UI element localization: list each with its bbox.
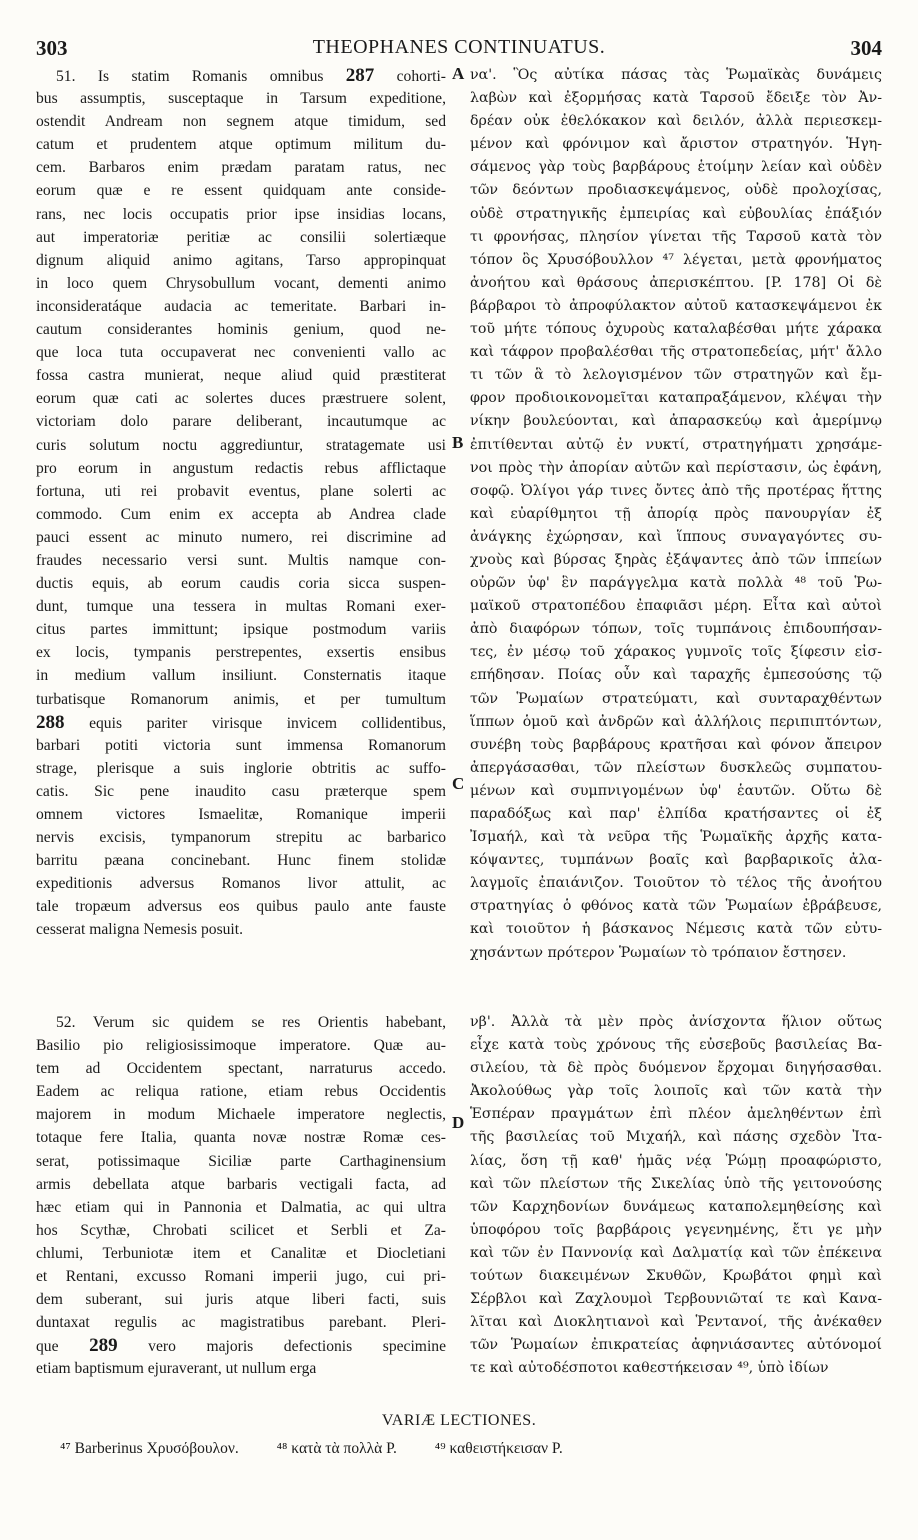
text-line: στρατηγίας ὁ φθόνος κατὰ τῶν Ῥωμαίων ἐβράβευσε, bbox=[470, 898, 882, 915]
text-line: σοφῷ. Ὀλίγοι γάρ τινες ὄντες ἀπὸ τῆς προτέρας ἥττης bbox=[470, 482, 882, 499]
text-line: cautum considerantes hominis genium, quod ne- bbox=[36, 321, 446, 339]
text-line: συνέβη τοὺς βαρβάρους κρατῆσαι καὶ φόνον ἄπειρον bbox=[470, 736, 882, 753]
text-line: τε καὶ αὐτοδέσποτοι καθεστήκεισαν ⁴⁹, ὑπὸ ἰδίων bbox=[470, 1360, 829, 1377]
text-line: κόψαντες, τυμπάνων βοαῖς καὶ βαρβαρικοῖς ἀλα- bbox=[470, 852, 882, 869]
text-line: ἀνοήτου καὶ θράσους ἀπερισκέπτου. [P. 178] Οἱ δὲ bbox=[470, 274, 882, 291]
text-line: fortuna, uti rei probavit eventus, plane solerti ac bbox=[36, 482, 446, 500]
text-line: βάρβαροι τὸ ἀπροφύλακτον αὐτοῦ κατασκεψάμενοι ἐκ bbox=[470, 297, 882, 314]
text-line: νβ'. Ἀλλὰ τὰ μὲν πρὸς ἀνίσχοντα ἥλιον οὕτως bbox=[470, 1014, 882, 1030]
text-line: σάμενος γὰρ τοὺς βαρβάρους ἑτοίμην λείαν καὶ οὐδὲν bbox=[470, 159, 882, 176]
text-line: eorum quæ cati ac solertes duces præstruere solent, bbox=[36, 390, 446, 408]
text-line: bus assumptis, susceptaque in Tarsum expeditione, bbox=[36, 90, 446, 108]
text-line: majorem in modum Michaele imperatore neglectis, bbox=[36, 1106, 446, 1124]
margin-letter-d: D bbox=[452, 1113, 465, 1132]
text-line: λαγμοῖς ἐπαιάνιζον. Τοιοῦτον τὸ τέλος τῆς ἀνοήτου bbox=[470, 875, 882, 892]
text-line: nervis excisis, tympanorum strepitu ac barbarico bbox=[36, 829, 446, 847]
text-line: νίκην βουλεύονται, καὶ ἀπαρασκεύῳ καὶ ἀμερίμνῳ bbox=[470, 413, 882, 430]
text-line: εἶχε κατὰ τοὺς χρόνους τῆς εὐσεβοῦς βασιλείας Βα- bbox=[470, 1037, 882, 1054]
text-line: serat, potissimaque Siciliæ parte Carthaginensium bbox=[36, 1152, 446, 1170]
text-line: in loco quem Chrysobullum vocant, dementi animo bbox=[36, 274, 446, 292]
text-line: επήδησαν. Ποίας οὖν καὶ ταραχῆς ἐμπεσούσης τῷ bbox=[470, 667, 882, 684]
inline-page-number: 289 bbox=[89, 1335, 118, 1357]
text-line: ostendit Andream non segnem atque timidum, sed bbox=[36, 113, 446, 131]
text-line: τόπον ὃς Χρυσόβουλλον ⁴⁷ λέγεται, μετὰ φρονήματος bbox=[470, 251, 882, 268]
text-line: ἀπὸ διαφόρων τόπων, τοῖς τυμπάνοις ἐπιδουπήσαν- bbox=[470, 621, 882, 638]
text-line: παραδόξως καὶ παρ' ἐλπίδα κρατήσαντες οἱ ἐξ bbox=[470, 806, 882, 822]
text-line: aut imperatoriæ peritiæ ac consilii solertiæque bbox=[36, 228, 446, 246]
text-line: να'. Ὃς αὐτίκα πάσας τὰς Ῥωμαϊκὰς δυνάμεις bbox=[470, 67, 882, 83]
text-line: dignum aliquid animo agitans, Tarso appropinquat bbox=[36, 251, 446, 269]
text-line: ἀπεργάσασθαι, τῶν πλείστων δυσκλεῶς συμπατου- bbox=[470, 759, 882, 776]
greek-column-section-52 bbox=[470, 1011, 882, 1381]
text-line: Basilio pio religiosissimoque imperatore. Quæ au- bbox=[36, 1037, 446, 1055]
text-line: eorum quæ e re essent quidquam ante conside- bbox=[36, 182, 446, 200]
text-line: μένον καὶ φρόνιμον καὶ ἄριστον στρατηγόν. Ἡγη- bbox=[470, 136, 882, 153]
latin-column-section-51 bbox=[36, 64, 446, 942]
text-line: λίας, ὅση τῇ καθ' ἡμᾶς νέᾳ Ῥώμῃ προαφώριστο, bbox=[470, 1152, 882, 1169]
text-line: τι φρονήσας, πλησίον γίνεται τῆς Ταρσοῦ κατὰ τὸν bbox=[470, 228, 882, 245]
margin-letter-c: C bbox=[452, 774, 465, 793]
text-line: τῶν δεόντων προδιασκεψάμενος, οὐδὲ προλοχίσας, bbox=[470, 182, 882, 199]
variae-lectiones-notes bbox=[60, 1440, 880, 1458]
margin-letter-a: A bbox=[452, 64, 465, 83]
text-line: καὶ εὐαρίθμητοι τῇ ἀπορίᾳ πρὸς πανουργίαν ἐξ bbox=[470, 505, 882, 522]
text-line: τῆς βασιλείας τοῦ Μιχαήλ, καὶ πάσης σχεδὸν Ἰτα- bbox=[470, 1129, 882, 1146]
greek-column-section-51 bbox=[470, 64, 882, 965]
latin-column-section-52 bbox=[36, 1011, 446, 1381]
text-line: οὐρῶν ὑφ' ἓν παράγγελμα κατὰ πολλὰ ⁴⁸ τοῦ Ῥω- bbox=[470, 575, 882, 592]
margin-letter-b: B bbox=[452, 433, 464, 452]
text-line: hæc etiam qui in Pannonia et Dalmatia, ac qui ultra bbox=[36, 1198, 446, 1216]
footnote-47: ⁴⁷ Barberinus Χρυσόβουλον. bbox=[60, 1440, 239, 1457]
page-number-right: 304 bbox=[850, 36, 882, 60]
text-line: et Rentani, excusso Romani imperii jugo, cui pri- bbox=[36, 1268, 446, 1286]
text-line: μένων καὶ συμπνιγομένων ὑφ' ἑαυτῶν. Οὕτω δὲ bbox=[470, 782, 882, 799]
text-line: ἀνάγκης ἐχώρησαν, καὶ ἵππους συναγαγόντες συ- bbox=[470, 528, 882, 545]
text-line: καὶ τοιοῦτον ἡ βάσκανος Νέμεσις κατὰ τῶν εὐτυ- bbox=[470, 921, 882, 938]
text-line: fossa castra munierat, neque aliud quid præstiterat bbox=[36, 367, 446, 385]
text-line: curis solutum noctu aggrediuntur, stratagemate usi bbox=[36, 436, 446, 454]
footnote-48: ⁴⁸ κατὰ τὰ πολλὰ P. bbox=[276, 1440, 397, 1457]
text-line: ductis equis, ab eorum caudis coria sicca suspen- bbox=[36, 575, 446, 593]
text-line: cem. Barbaros enim prædam paratam ratus, nec bbox=[36, 159, 446, 177]
text-line: ὑποφόρου τοῖς βαρβάροις γεγενημένης, ἔτι γε μὴν bbox=[470, 1221, 882, 1238]
text-line: Ἑσπέραν πραγμάτων ἐπὶ πλέον ἀμεληθέντων ἐπὶ bbox=[470, 1106, 882, 1123]
text-line: cesserat maligna Nemesis posuit. bbox=[36, 921, 243, 939]
text-line: que loca tuta occupaverat nec convenienti vallo ac bbox=[36, 344, 446, 362]
text-line: omnem victores Ismaelitæ, Romanique imperii bbox=[36, 806, 446, 823]
text-line: hos Scythæ, Chrobati scilicet et Serbli et Za- bbox=[36, 1221, 446, 1239]
text-line: ἵππων ὁμοῦ καὶ ἀνδρῶν καὶ ἀλλήλοις περιπιπτόντων, bbox=[470, 713, 882, 730]
text-line: in medium vallum insiliunt. Consternatis itaque bbox=[36, 667, 446, 685]
text-line: τῶν Ῥωμαίων στρατεύματι, καὶ συνταραχθέντων bbox=[470, 690, 882, 707]
running-header bbox=[36, 36, 882, 64]
text-line: ex locis, tympanis perstrepentes, exsertis ensibus bbox=[36, 644, 446, 662]
text-line: fraudes necessario versi sunt. Multis namque con- bbox=[36, 551, 446, 569]
text-line: armis debellata atque barbaris vectigali facta, ad bbox=[36, 1175, 446, 1193]
text-line: strage, plerisque a suis inglorie obtritis ac suffo- bbox=[36, 759, 446, 777]
text-line: 288 equis pariter virisque invicem collidentibus, bbox=[36, 711, 446, 733]
text-line: rans, nec locis occupatis prior ipse insidias locans, bbox=[36, 205, 446, 223]
text-line: tem ad Occidentem spectant, narraturus accedo. bbox=[36, 1060, 446, 1078]
text-line: que 289 vero majoris defectionis specimine bbox=[36, 1335, 446, 1357]
text-line: pauci essent ac minuto numero, rei discrimine ad bbox=[36, 528, 446, 546]
text-line: καὶ τῶν ἐν Παννονίᾳ καὶ Δαλματίᾳ καὶ τῶν ἐπέκεινα bbox=[470, 1244, 882, 1261]
text-line: commodo. Cum enim ex accepta ab Andrea clade bbox=[36, 505, 446, 523]
text-line: δρέαν οὐκ ἐθελόκακον καὶ δειλόν, ἀλλὰ περιεσκεμ- bbox=[470, 113, 882, 130]
text-line: τῶν Ῥωμαίων ἐπικρατείας ἀφηνιάσαντες αὐτόνομοί bbox=[470, 1337, 882, 1354]
text-line: Ἰσμαήλ, καὶ τὰ νεῦρα τῆς Ῥωμαϊκῆς ἀρχῆς κατα- bbox=[470, 829, 882, 846]
text-line: τοῦ μήτε τόπους ὀχυροὺς καταλαβέσθαι μήτε χάρακα bbox=[470, 321, 882, 338]
text-line: φρον προδιοικονομεῖται καταπραξάμενον, κλέψαι τὴν bbox=[470, 390, 882, 407]
text-line: barbari potiti victoria sunt immensa Romanorum bbox=[36, 736, 446, 754]
text-line: turbatisque Romanorum animis, et per tumultum bbox=[36, 690, 446, 708]
text-line: chlumi, Terbuniotæ item et Canalitæ et Diocletiani bbox=[36, 1244, 446, 1262]
text-line: expeditionis adversus Romanos livor attulit, ac bbox=[36, 875, 446, 893]
text-line: totaque fere Italia, quanta novæ nostræ Romæ ces- bbox=[36, 1129, 446, 1147]
text-line: catum et prudentem atque optimum militum du- bbox=[36, 136, 446, 154]
inline-page-number: 288 bbox=[36, 711, 65, 733]
text-line: barritu pæana concinebant. Hunc finem stolidæ bbox=[36, 852, 446, 870]
text-line: Ἀκολούθως γὰρ τοῖς λοιποῖς καὶ τῶν κατὰ τὴν bbox=[470, 1083, 882, 1100]
text-line: χνοὺς καὶ βύρσας ξηρὰς ἐξάψαντες ἀπὸ τῶν ἱππείων bbox=[470, 551, 882, 568]
text-line: νοι πρὸς τὴν ἀπορίαν αὐτῶν καὶ περίστασιν, ὡς ἐφάνη, bbox=[470, 459, 882, 476]
page-number-left: 303 bbox=[36, 36, 68, 60]
text-line: dunt, tumque una tessera in multas Romani exer- bbox=[36, 598, 446, 616]
text-line: pro eorum in angustum redactis rebus afflictaque bbox=[36, 459, 446, 477]
text-line: λῖται καὶ Διοκλητιανοὶ καὶ Ῥεντανοί, τῆς ἀνέκαθεν bbox=[470, 1314, 882, 1331]
text-line: λαβὼν καὶ ἐξορμήσας κατὰ Ταρσοῦ ἔδειξε τὸν Ἀν- bbox=[470, 90, 882, 107]
inline-page-number: 287 bbox=[345, 65, 375, 86]
text-line: dem suberant, sui juris atque liberi facti, suis bbox=[36, 1291, 446, 1309]
text-line: οὐδὲ στρατηγικῆς ἐμπειρίας καὶ εὐβουλίας ἐπάξιόν bbox=[470, 205, 882, 222]
text-line: catis. Sic pene inaudito casu præterque spem bbox=[36, 782, 446, 800]
text-line: etiam baptismum ejuraverant, ut nullum erga bbox=[36, 1360, 317, 1378]
text-line: μαϊκοῦ στρατοπέδου ἐπαφιᾶσι μέρη. Εἶτα καὶ αὐτοὶ bbox=[470, 598, 882, 615]
text-line: καὶ τάφρον προβαλέσθαι τῆς στρατοπεδείας, μήτ' ἄλλο bbox=[470, 344, 882, 361]
text-line: Eadem ac reliqua ratione, etiam rebus Occidentis bbox=[36, 1083, 446, 1101]
text-line: victoriam dolo parare deliberant, incautumque ac bbox=[36, 413, 446, 431]
text-line: τι τῶν ἃ τὸ λελογισμένον τῶν στρατηγῶν καὶ ἔμ- bbox=[470, 367, 882, 384]
text-line: καὶ τῶν πλείστων τῆς Σικελίας ὑπὸ τῆς γειτονούσης bbox=[470, 1175, 882, 1192]
text-line: σιλείου, τὰ δὲ πρὸς δυόμενον ἔρχομαι διηγήσασθαι. bbox=[470, 1060, 882, 1077]
footnote-49: ⁴⁹ καθειστήκεισαν P. bbox=[434, 1440, 563, 1457]
text-line: 52. Verum sic quidem se res Orientis habebant, bbox=[56, 1014, 446, 1031]
text-line: τῶν Καρχηδονίων δυνάμεως καταπολεμηθείσης καὶ bbox=[470, 1198, 882, 1215]
text-line: tale tropæum adversus eos quibus paulo ante fauste bbox=[36, 898, 446, 916]
text-line: duntaxat regulis ac magistratibus parebant. Pleri- bbox=[36, 1314, 446, 1332]
text-line: citus partes immittunt; ipsique postmodum variis bbox=[36, 621, 446, 639]
text-line: Σέρβλοι καὶ Ζαχλουμοὶ Τερβουνιῶταί τε καὶ Κανα- bbox=[470, 1291, 882, 1308]
text-line: χησάντων πρότερον Ῥωμαίων τὸ τρόπαιον ἔστησεν. bbox=[470, 944, 847, 961]
text-line: τες, ἐν μέσῳ τοῦ χάρακος γυμνοῖς τοῖς ξίφεσιν εἰσ- bbox=[470, 644, 882, 661]
text-line: inconsideratáque audacia ac temeritate. Barbari in- bbox=[36, 297, 446, 315]
variae-lectiones-title: VARIÆ LECTIONES. bbox=[381, 1412, 537, 1429]
text-line: 51. Is statim Romanis omnibus 287 cohorti- bbox=[56, 65, 446, 86]
running-title: THEOPHANES CONTINUATUS. bbox=[312, 36, 606, 58]
text-line: ἐπιτίθενται αὐτῷ ἐν νυκτί, στρατηγήματι χρησάμε- bbox=[470, 436, 882, 453]
text-line: τούτων διακειμένων Σκυθῶν, Κρωβάτοι φημὶ καὶ bbox=[470, 1268, 882, 1285]
